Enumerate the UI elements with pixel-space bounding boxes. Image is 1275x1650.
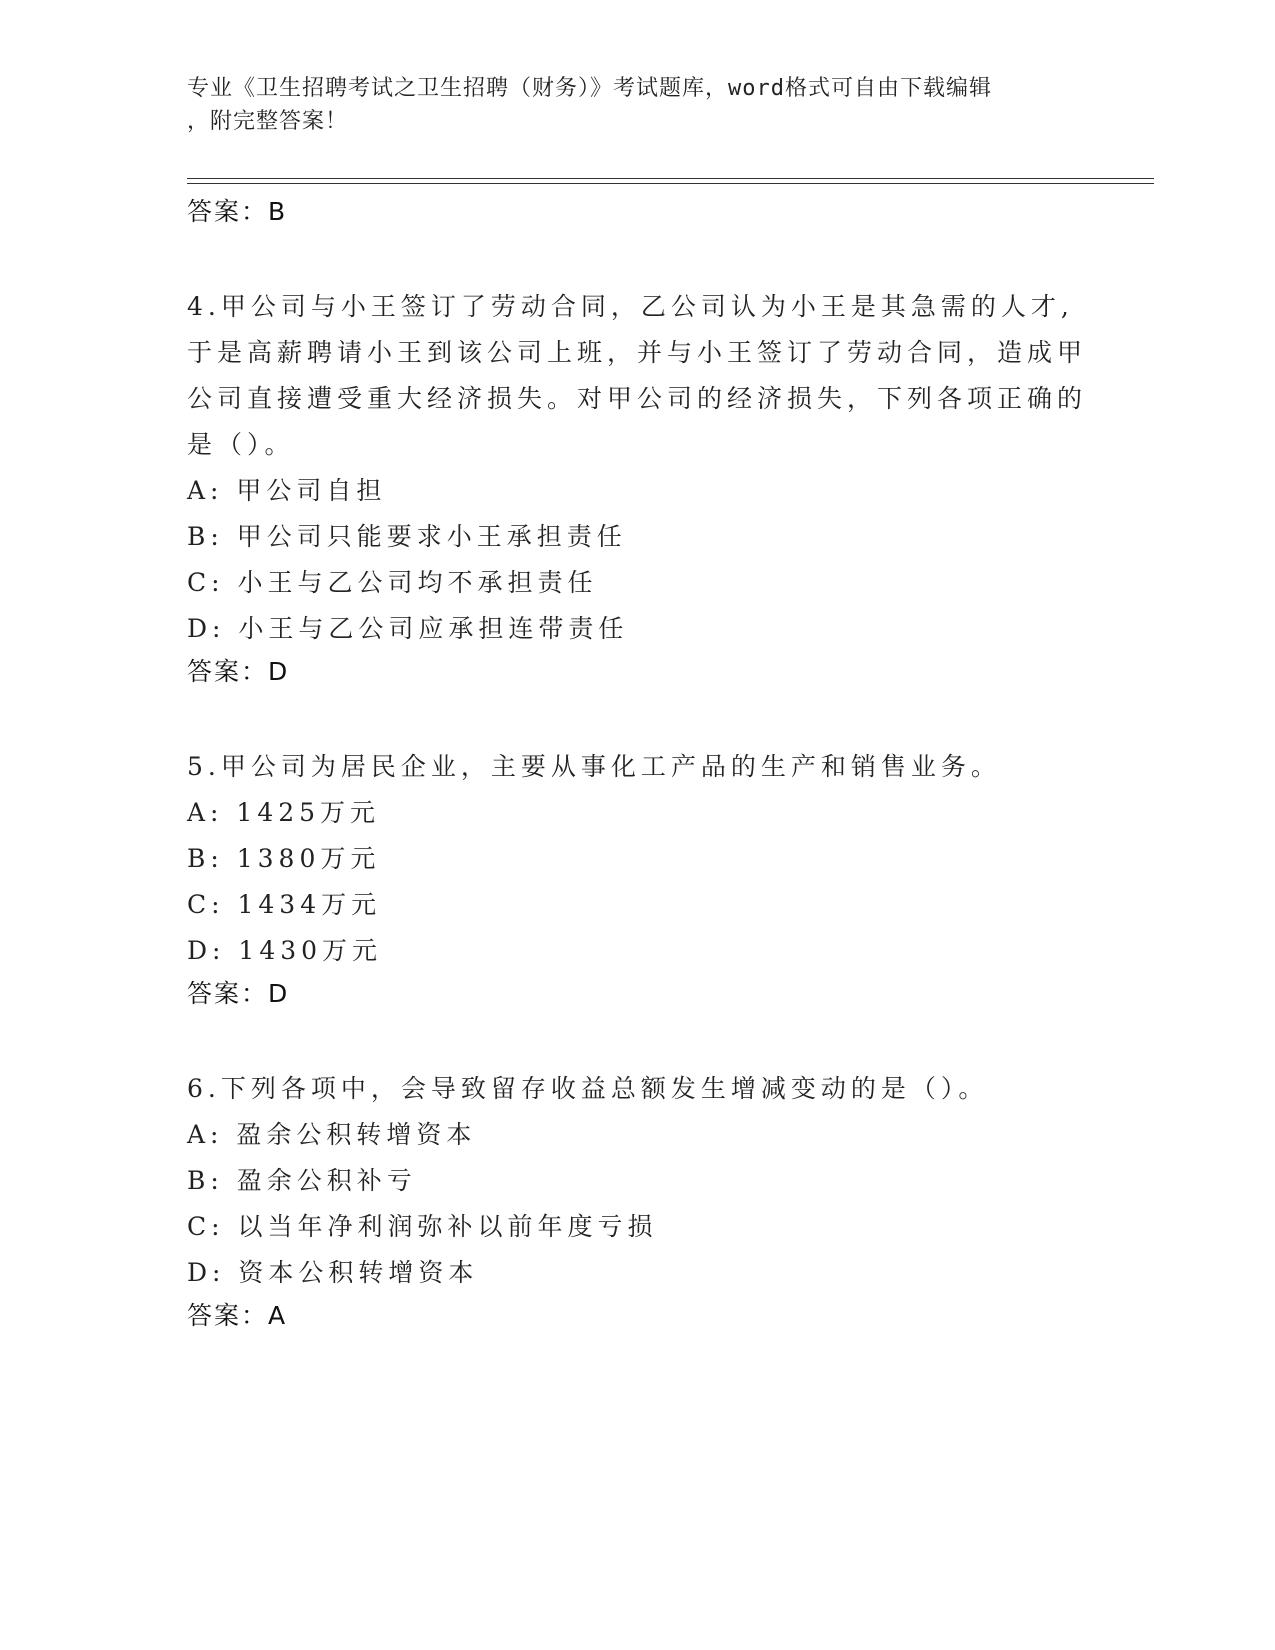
- header-rule-top: [187, 178, 1154, 179]
- answer-q4: 答案：D: [187, 657, 290, 686]
- question-block-6: [187, 1066, 1087, 1336]
- header-line-1: 专业《卫生招聘考试之卫生招聘（财务）》考试题库，word格式可自由下载编辑: [187, 76, 992, 101]
- answer-q6: 答案：A: [187, 1301, 288, 1330]
- question-text-4: 4.甲公司与小王签订了劳动合同，乙公司认为小王是其急需的人才,于是高薪聘请小王到该公司上班，并与小王签订了劳动合同，造成甲公司直接遭受重大经济损失。对甲公司的经济损失，下列各项正确的是（）。: [187, 292, 1088, 459]
- question-text-6: 6.下列各项中，会导致留存收益总额发生增减变动的是（）。: [187, 1074, 989, 1103]
- option-6b: B: 盈余公积补亏: [187, 1166, 417, 1195]
- option-4c: C: 小王与乙公司均不承担责任: [187, 568, 598, 597]
- question-block-4: [187, 284, 1087, 692]
- option-4b: B: 甲公司只能要求小王承担责任: [187, 522, 627, 551]
- option-5a: A: 1425万元: [187, 798, 381, 827]
- spacer: [187, 692, 1087, 744]
- option-6c: C: 以当年净利润弥补以前年度亏损: [187, 1212, 658, 1241]
- answer-q3: 答案：B: [187, 197, 288, 226]
- spacer: [187, 232, 1087, 284]
- spacer: [187, 1014, 1087, 1066]
- question-list: [187, 190, 1087, 1336]
- page-header: [187, 72, 1087, 138]
- option-6d: D: 资本公积转增资本: [187, 1258, 479, 1287]
- option-4d: D: 小王与乙公司应承担连带责任: [187, 614, 629, 643]
- option-5b: B: 1380万元: [187, 844, 381, 873]
- option-5c: C: 1434万元: [187, 890, 382, 919]
- option-5d: D: 1430万元: [187, 936, 383, 965]
- option-4a: A: 甲公司自担: [187, 476, 387, 505]
- answer-q5: 答案：D: [187, 979, 290, 1008]
- header-line-2: ，附完整答案！: [187, 109, 349, 134]
- question-block-5: [187, 744, 1087, 1014]
- question-text-5: 5.甲公司为居民企业，主要从事化工产品的生产和销售业务。: [187, 752, 1001, 781]
- header-rule-bottom: [187, 183, 1154, 184]
- option-6a: A: 盈余公积转增资本: [187, 1120, 477, 1149]
